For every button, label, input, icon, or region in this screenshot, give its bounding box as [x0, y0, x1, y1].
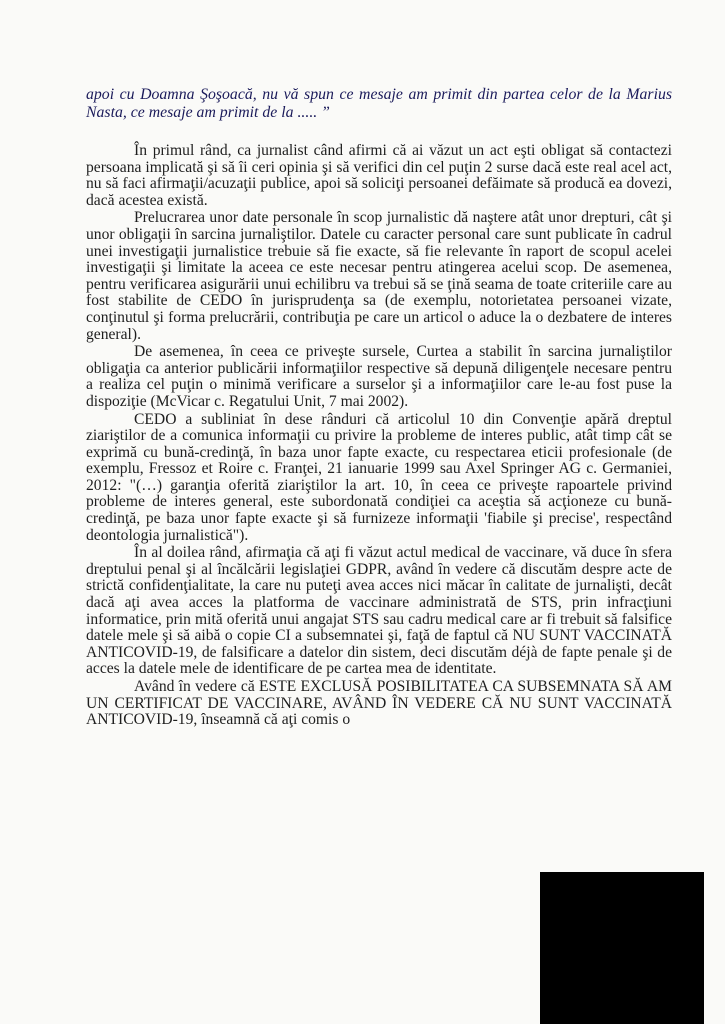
paragraph-1: În primul rând, ca jurnalist când afirmi că ai văzut un act eşti obligat să contactezi persoana implicată şi să îi ceri opinia şi să verifici din cel puţin 2 surse dacă este real acel act, nu să faci afirmaţii/acuzaţii publice, apoi să soliciţi persoanei defăimate să producă ea dovezi, dacă acestea există. — [86, 142, 672, 209]
document-body — [86, 143, 672, 729]
paragraph-4: CEDO a subliniat în dese rânduri că articolul 10 din Convenţie apără dreptul ziariştilor de a comunica informaţii cu privire la probleme de interes public, atât timp cât se exprimă cu bună-credinţă, în baza unor fapte exacte, cu respectarea eticii profesionale (de exemplu, Fressoz et Roire c. Franţei, 21 ianuarie 1999 sau Axel Springer AG c. Germaniei, 2012: "(…) garanţia oferită ziariştilor la art. 10, în ceea ce priveşte rapoartele privind probleme de interes general, este subordonată condiţiei ca aceştia să acţioneze cu bună-credinţă, pe baza unor fapte exacte şi să furnizeze informaţii 'fiabile şi precise', respectând deontologia jurnalistică"). — [86, 410, 672, 544]
paragraph-5: În al doilea rând, afirmaţia că aţi fi văzut actul medical de vaccinare, vă duce în sfera dreptului penal şi al încălcării legislaţiei GDPR, având în vedere că discutăm despre acte de strictă confidenţialitate, la care nu puteţi avea acces nici măcar în calitate de jurnalişti, decât dacă aţi avea acces la platforma de vaccinare administrată de STS, prin infracţiuni informatice, prin mită oferită unui angajat STS sau cadru medical care ar fi trebuit să falsifice datele mele şi să aibă o copie CI a subsemnatei şi, faţă de faptul că NU SUNT VACCINATĂ ANTICOVID-19, de falsificare a datelor din sistem, deci discutăm déjà de fapte penale şi de acces la datele mele de identificare de pe cartea mea de identitate. — [86, 544, 672, 678]
paragraph-6: Având în vedere că ESTE EXCLUSĂ POSIBILITATEA CA SUBSEMNATA SĂ AM UN CERTIFICAT DE VACCINARE, AVÂND ÎN VEDERE CĂ NU SUNT VACCINATĂ ANTICOVID-19, înseamnă că aţi comis o — [86, 678, 672, 729]
quoted-text: apoi cu Doamna Şoşoacă, nu vă spun ce mesaje am primit din partea celor de la Marius Nasta, ce mesaje am primit de la ..... ” — [86, 86, 672, 121]
redaction-block — [540, 872, 704, 1024]
paragraph-2: Prelucrarea unor date personale în scop jurnalistic dă naştere atât unor drepturi, cât şi unor obligaţii în sarcina jurnaliştilor. Datele cu caracter personal care sunt publicate în cadrul unei investigaţii jurnalistice trebuie să fie exacte, să fie relevante în raport de scopul acelei investigaţii şi limitate la aceea ce este necesar pentru atingerea acelui scop. De asemenea, pentru verificarea asigurării unui echilibru va trebui să se ţină seama de toate criteriile care au fost stabilite de CEDO în jurisprudenţa sa (de exemplu, notorietatea persoanei vizate, conţinutul şi forma prelucrării, contribuţia pe care un articol o aduce la o dezbatere de interes general). — [86, 209, 672, 343]
paragraph-3: De asemenea, în ceea ce priveşte sursele, Curtea a stabilit în sarcina jurnaliştilor obligaţia ca anterior publicării informaţiilor respective să depună diligenţele necesare pentru a realiza cel puţin o minimă verificare a surselor şi a informaţiilor care le-au fost puse la dispoziţie (McVicar c. Regatului Unit, 7 mai 2002). — [86, 343, 672, 410]
